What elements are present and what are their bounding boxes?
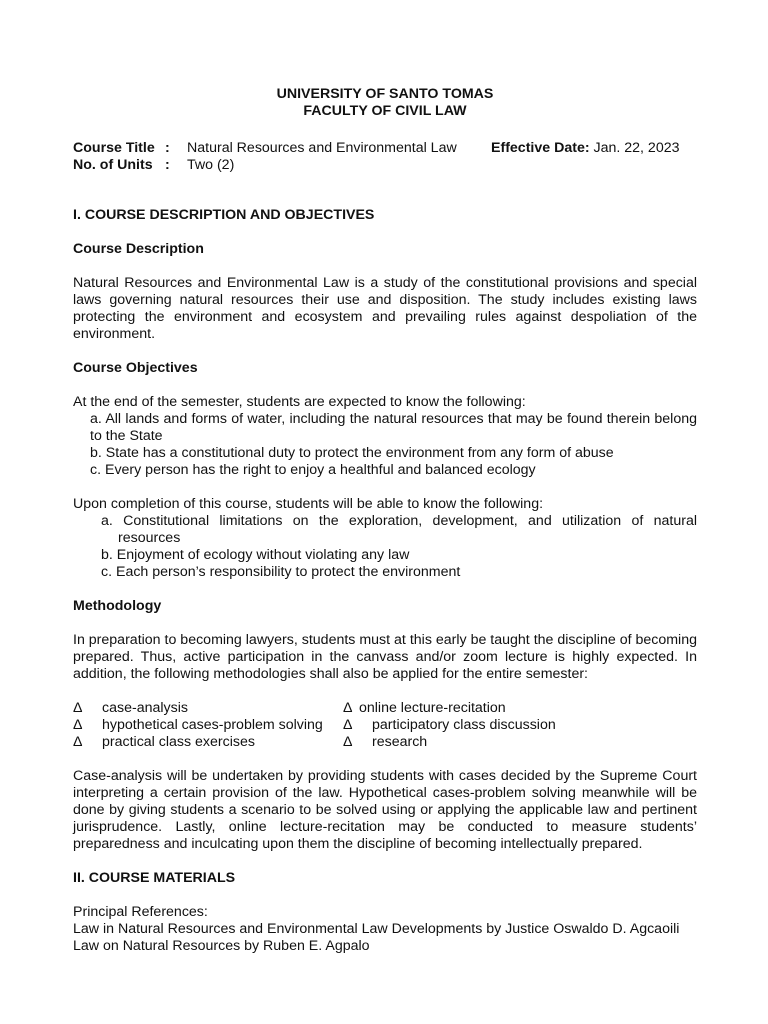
bullet-icon: Δ <box>73 700 83 716</box>
objectives-list-1 <box>73 411 697 479</box>
method-item: participatory class discussion <box>372 717 556 733</box>
references <box>73 904 697 955</box>
course-title-value: Natural Resources and Environmental Law <box>187 140 457 156</box>
course-title-colon: : <box>165 140 170 156</box>
effective-date <box>491 140 680 157</box>
method-item: online lecture-recitation <box>359 700 506 716</box>
bullet-icon: Δ <box>343 700 353 716</box>
units-colon: : <box>165 157 170 173</box>
document-body <box>73 86 697 955</box>
document-header <box>73 86 697 120</box>
reference-item: Law in Natural Resources and Environmental Law Developments by Justice Oswaldo D. Agcaoili <box>73 921 680 937</box>
course-title-label: Course Title <box>73 140 155 156</box>
section-heading-description-objectives: I. COURSE DESCRIPTION AND OBJECTIVES <box>73 207 375 223</box>
list-item: c. Each person’s responsibility to protect the environment <box>101 564 461 580</box>
effective-date-value: Jan. 22, 2023 <box>589 140 680 156</box>
course-info <box>73 140 697 174</box>
university-name: UNIVERSITY OF SANTO TOMAS <box>276 86 494 102</box>
method-item: practical class exercises <box>102 734 255 750</box>
references-label: Principal References: <box>73 904 208 920</box>
list-item: a. Constitutional limitations on the exploration, development, and utilization of natural resources <box>101 513 697 546</box>
method-item: research <box>372 734 428 750</box>
faculty-name: FACULTY OF CIVIL LAW <box>303 103 467 119</box>
course-description-heading: Course Description <box>73 241 204 257</box>
objectives-intro-1: At the end of the semester, students are expected to know the following: <box>73 394 526 410</box>
course-objectives-heading: Course Objectives <box>73 360 198 376</box>
bullet-icon: Δ <box>343 717 353 733</box>
methods-grid <box>73 700 697 751</box>
units-value: Two (2) <box>187 157 235 173</box>
bullet-icon: Δ <box>73 734 83 750</box>
list-item: a. All lands and forms of water, including the natural resources that may be found therein belong to the State <box>90 411 697 444</box>
reference-item: Law on Natural Resources by Ruben E. Agpalo <box>73 938 370 954</box>
objectives-intro-2: Upon completion of this course, students will be able to know the following: <box>73 496 544 512</box>
list-item: b. Enjoyment of ecology without violating any law <box>101 547 410 563</box>
effective-date-label: Effective Date: <box>491 140 590 156</box>
bullet-icon: Δ <box>73 717 83 733</box>
methodology-heading: Methodology <box>73 598 162 614</box>
methodology-text: In preparation to becoming lawyers, students must at this early be taught the discipline of becoming prepared. Thus, active participation in the canvass and/or zoom lecture is highly expected. In addition, the following methodologies shall also be applied for the entire semester: <box>73 632 697 682</box>
bullet-icon: Δ <box>343 734 353 750</box>
units-label: No. of Units <box>73 157 153 173</box>
section-heading-course-materials: II. COURSE MATERIALS <box>73 870 236 886</box>
method-item: case-analysis <box>102 700 188 716</box>
list-item: b. State has a constitutional duty to protect the environment from any form of abuse <box>90 445 614 461</box>
list-item: c. Every person has the right to enjoy a healthful and balanced ecology <box>90 462 536 478</box>
methodology-text-2: Case-analysis will be undertaken by providing students with cases decided by the Supreme Court interpreting a certain provision of the law. Hypothetical cases-problem solving meanwhile will be done by giving students a scenario to be solved using or applying the applicable law and pertinent jurisprudence. Lastly, online lecture-recitation may be conducted to measure students’ preparedness and inculcating upon them the discipline of becoming intellectually prepared. <box>73 768 697 852</box>
objectives-list-2 <box>73 513 697 581</box>
course-description-text: Natural Resources and Environmental Law is a study of the constitutional provisions and special laws governing natural resources their use and disposition. The study includes existing laws protecting the environment and ecosystem and prevailing rules against despoliation of the environment. <box>73 275 697 342</box>
method-item: hypothetical cases-problem solving <box>102 717 323 733</box>
